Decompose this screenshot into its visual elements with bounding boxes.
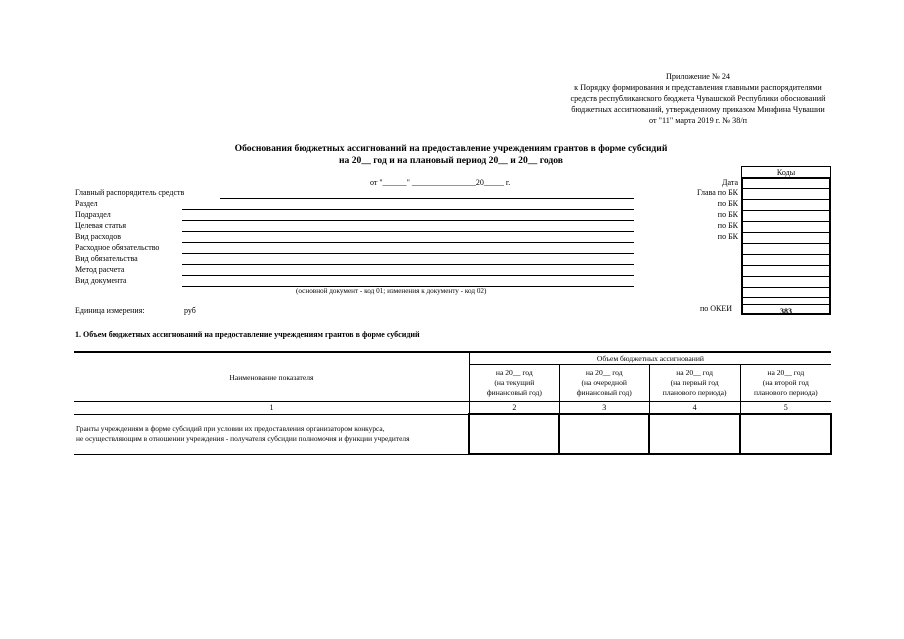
codes-row-separator [743, 232, 829, 233]
fill-line-target-article[interactable] [182, 231, 634, 232]
document-type-note: (основной документ - код 01; изменения к документу - код 02) [296, 287, 487, 295]
label-bk-expense: по БК [717, 232, 738, 241]
value-cell-first-plan-year[interactable] [649, 414, 740, 454]
codes-row-separator [743, 199, 829, 200]
codes-row-separator [743, 188, 829, 189]
table-row [74, 414, 831, 454]
column-number: 4 [649, 402, 740, 415]
okei-code: 383 [780, 307, 792, 316]
label-bk-target: по БК [717, 221, 738, 230]
appendix-line: к Порядку формирования и представления главными распорядителями [574, 83, 822, 92]
header-col-line: финансовый год) [576, 388, 632, 397]
header-col-line: на 20__ год [585, 368, 623, 377]
codes-row-separator [743, 287, 829, 288]
header-col-current-year [469, 365, 559, 402]
value-cell-second-plan-year[interactable] [740, 414, 831, 454]
appendix-header [560, 71, 836, 126]
header-col-next-year [559, 365, 649, 402]
row-name-line: Гранты учреждениям в форме субсидий при условии их предоставления организатором конкурса, [76, 424, 385, 433]
unit-value: руб [184, 306, 196, 315]
title-line-1: Обоснования бюджетных ассигнований на предоставление учреждениям грантов в форме субсидий [234, 143, 668, 154]
label-bk-section: по БК [717, 199, 738, 208]
fill-line-expense-type[interactable] [182, 242, 634, 243]
fill-line-subsection[interactable] [182, 220, 634, 221]
row-name-line: не осуществляющим в отношении учреждения - получателя субсидии полномочия и функции учредителя [76, 434, 410, 443]
header-col-line: (на очередной [581, 378, 627, 387]
field-label-obligation-type: Вид обязательства [75, 254, 138, 263]
codes-box[interactable] [741, 177, 831, 315]
codes-row-separator [743, 304, 829, 305]
label-chapter-bk: Глава по БК [697, 188, 738, 197]
date-line: от "______" ________________20_____ г. [370, 178, 511, 187]
header-col-line: планового периода) [662, 388, 727, 397]
header-indicator-name: Наименование показателя [74, 352, 469, 402]
codes-row-separator [743, 221, 829, 222]
codes-row-separator [743, 265, 829, 266]
section-1-title: 1. Объем бюджетных ассигнований на предоставление учреждениям грантов в форме субсидий [75, 330, 420, 339]
codes-row-separator [743, 297, 829, 298]
field-label-calc-method: Метод расчета [75, 265, 125, 274]
header-col-line: (на первый год [670, 378, 719, 387]
fill-line-obligation-type[interactable] [182, 264, 634, 265]
field-label-document-type: Вид документа [75, 276, 127, 285]
header-col-line: на 20__ год [495, 368, 533, 377]
codes-row-separator [743, 210, 829, 211]
column-number: 2 [469, 402, 559, 415]
fill-line-section[interactable] [182, 209, 634, 210]
label-bk-subsection: по БК [717, 210, 738, 219]
header-col-line: на 20__ год [676, 368, 714, 377]
codes-row-separator [743, 243, 829, 244]
field-label-target-article: Целевая статья [75, 221, 127, 230]
allocations-table [74, 351, 832, 455]
field-label-expense-type: Вид расходов [75, 232, 121, 241]
document-title [150, 143, 752, 167]
field-label-section: Раздел [75, 199, 98, 208]
unit-label: Единица измерения: [75, 306, 145, 315]
okei-label: по ОКЕИ [700, 304, 733, 313]
codes-row-separator [743, 254, 829, 255]
header-col-second-plan-year [740, 365, 831, 402]
column-number: 3 [559, 402, 649, 415]
label-date: Дата [722, 178, 738, 187]
row-indicator-name [74, 414, 469, 454]
codes-header: Коды [741, 166, 831, 177]
header-col-line: финансовый год) [486, 388, 542, 397]
field-label-main-manager: Главный распорядитель средств [75, 188, 185, 197]
title-line-2: на 20__ год и на плановый период 20__ и 20__ годов [339, 155, 563, 166]
header-col-line: планового периода) [753, 388, 818, 397]
fill-line-main-manager[interactable] [220, 198, 634, 199]
header-col-first-plan-year [649, 365, 740, 402]
appendix-line: средств республиканского бюджета Чувашской Республики обоснований [570, 94, 826, 103]
column-number: 1 [74, 402, 469, 415]
field-label-expense-obligation: Расходное обязательство [75, 243, 160, 252]
value-cell-next-year[interactable] [559, 414, 649, 454]
value-cell-current-year[interactable] [469, 414, 559, 454]
header-col-line: (на текущий [494, 378, 535, 387]
appendix-line: бюджетных ассигнований, утвержденному приказом Минфина Чувашии [571, 105, 825, 114]
appendix-line: Приложение № 24 [665, 72, 731, 81]
fill-line-expense-obligation[interactable] [182, 253, 634, 254]
codes-column [741, 166, 831, 315]
header-col-line: на 20__ год [767, 368, 805, 377]
header-col-line: (на второй год [762, 378, 809, 387]
appendix-line: от "11" марта 2019 г. № 38/п [649, 116, 747, 125]
header-allocation-volume: Объем бюджетных ассигнований [469, 352, 831, 365]
codes-row-separator [743, 276, 829, 277]
fill-line-calc-method[interactable] [182, 275, 634, 276]
column-number: 5 [740, 402, 831, 415]
field-label-subsection: Подраздел [75, 210, 111, 219]
